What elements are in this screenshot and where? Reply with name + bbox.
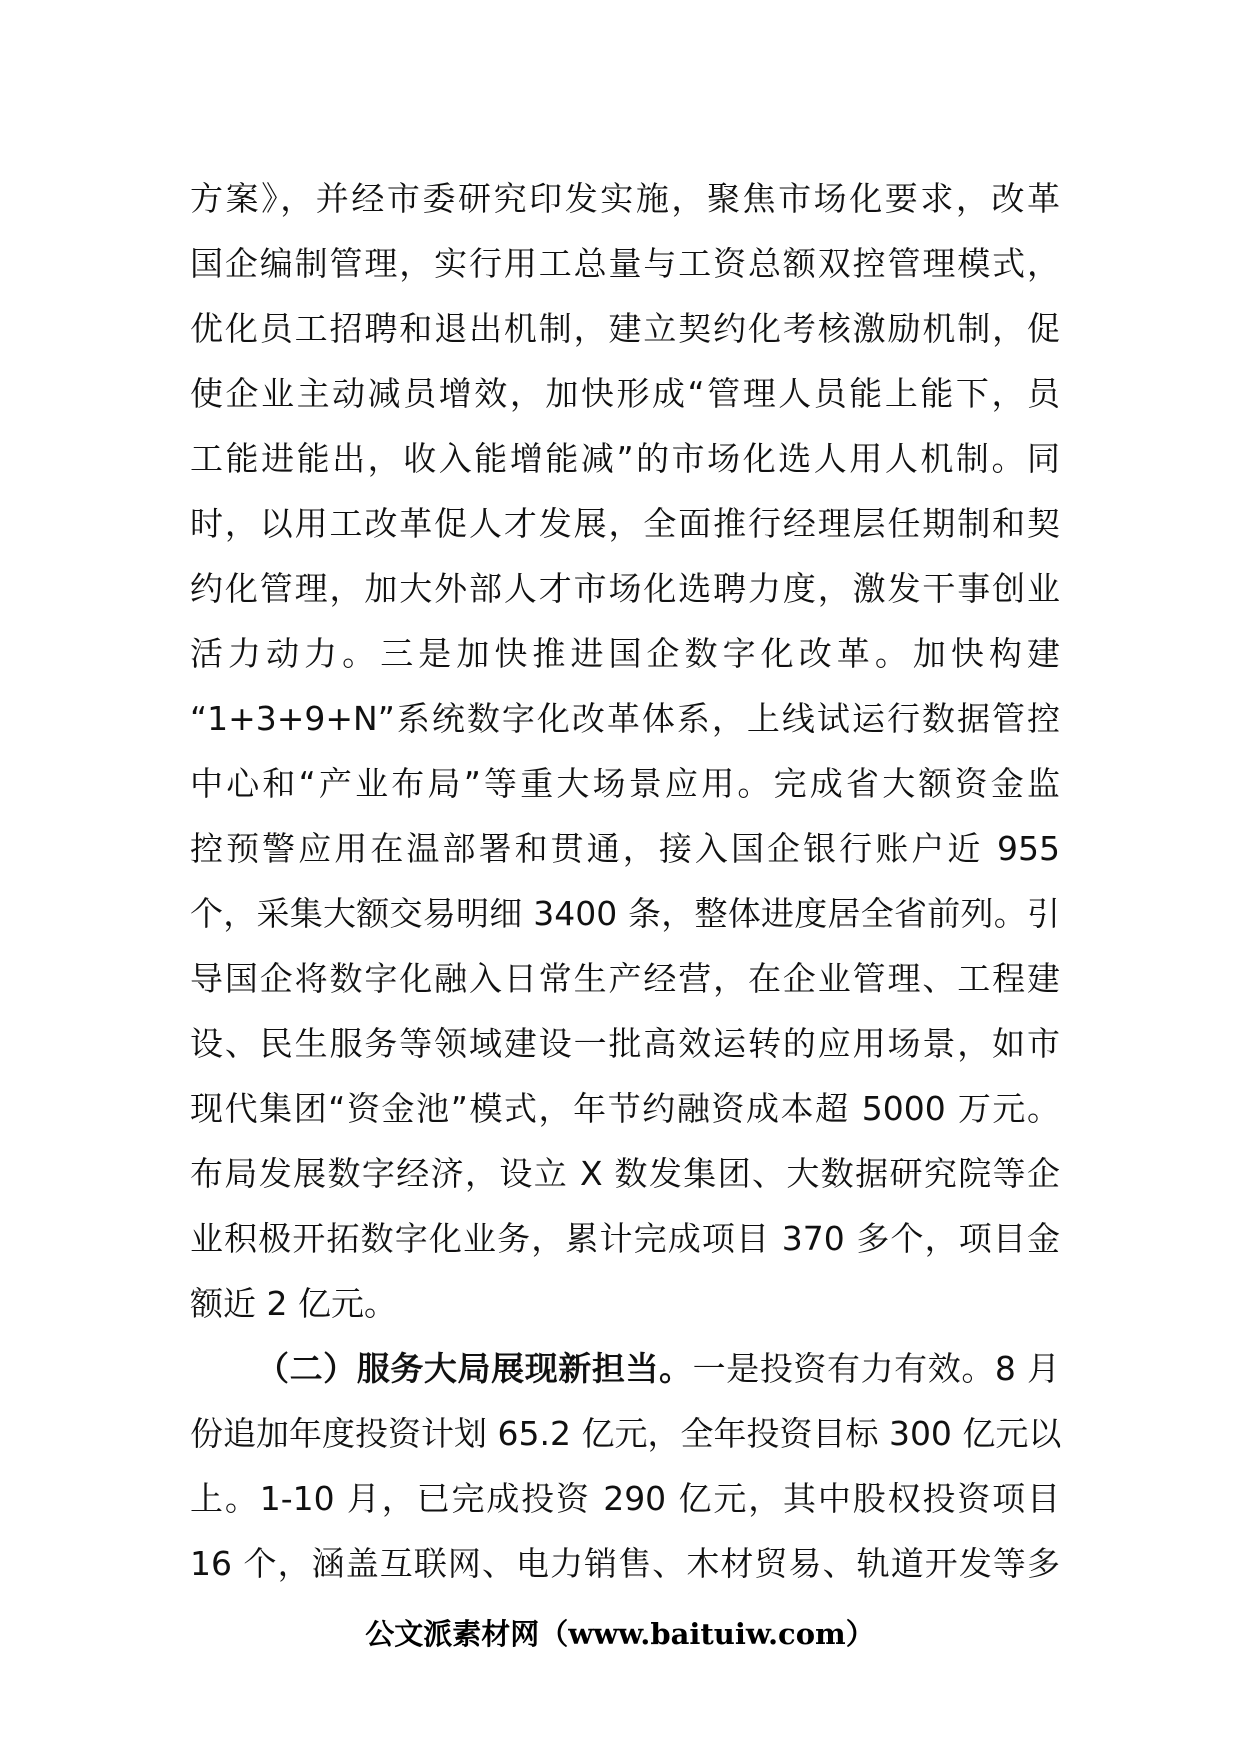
text-line: 个，采集大额交易明细 3400 条，整体进度居全省前列。引 [190,894,1060,933]
text-line: 约化管理，加大外部人才市场化选聘力度，激发干事创业 [190,569,1060,608]
text-line: 工能进能出，收入能增能减”的市场化选人用人机制。同 [190,439,1060,478]
text-line: 业积极开拓数字化业务，累计完成项目 370 多个，项目金 [190,1219,1060,1258]
text-line: 优化员工招聘和退出机制，建立契约化考核激励机制，促 [190,309,1060,348]
text-line: 设、民生服务等领域建设一批高效运转的应用场景，如市 [190,1024,1060,1063]
text-line: 国企编制管理，实行用工总量与工资总额双控管理模式， [190,244,1060,283]
text-line: 中心和“产业布局”等重大场景应用。完成省大额资金监 [190,764,1060,803]
text-line: 控预警应用在温部署和贯通，接入国企银行账户近 955 [190,829,1060,868]
body-text [190,166,1060,1596]
footer-watermark: 公文派素材网（www.baituiw.com） [365,1617,875,1651]
text-line: 活力动力。三是加快推进国企数字化改革。加快构建 [190,634,1060,673]
text-line: 方案》，并经市委研究印发实施，聚焦市场化要求，改革 [190,179,1060,218]
text-line: 使企业主动减员增效，加快形成“管理人员能上能下，员 [190,374,1060,413]
text-line: 布局发展数字经济，设立 X 数发集团、大数据研究院等企 [190,1154,1060,1193]
text-line: 份追加年度投资计划 65.2 亿元，全年投资目标 300 亿元以 [190,1414,1062,1453]
section-heading-rest: 一是投资有力有效。8 月 [692,1349,1060,1388]
section-heading-line [190,1336,1060,1401]
text-line: 上。1-10 月，已完成投资 290 亿元，其中股权投资项目 [190,1479,1060,1518]
text-line: 时，以用工改革促人才发展，全面推行经理层任期制和契 [190,504,1060,543]
text-line: 导国企将数字化融入日常生产经营，在企业管理、工程建 [190,959,1060,998]
text-line: “1+3+9+N”系统数字化改革体系，上线试运行数据管控 [190,699,1060,738]
section-heading: （二）服务大局展现新担当。 [256,1349,693,1388]
text-line: 16 个，涵盖互联网、电力销售、木材贸易、轨道开发等多 [190,1544,1060,1583]
text-line: 现代集团“资金池”模式，年节约融资成本超 5000 万元。 [190,1089,1060,1128]
text-line: 额近 2 亿元。 [190,1284,397,1323]
